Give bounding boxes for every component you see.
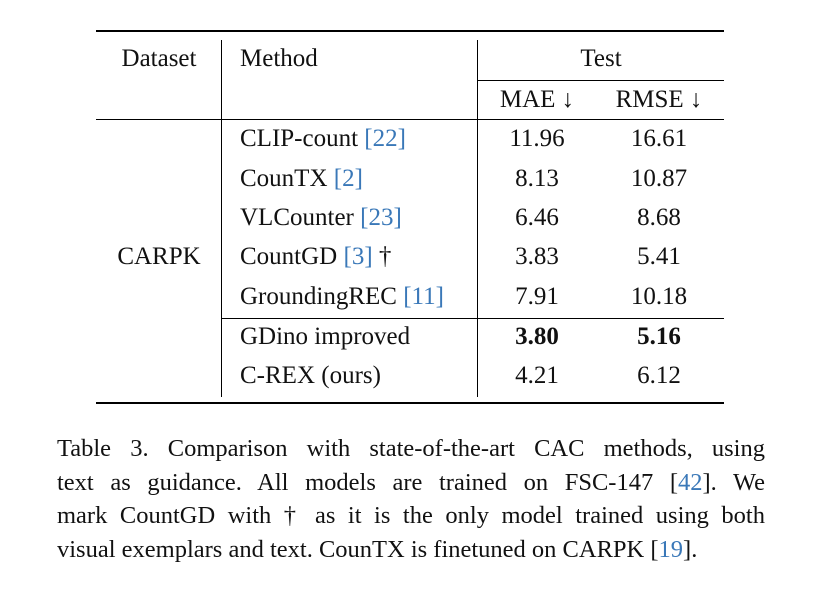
citation-ref[interactable]: [11] — [403, 283, 444, 310]
row-mae: 3.83 — [515, 243, 559, 270]
caption-line: Table 3. Comparison with state-of-the-art CAC methods, using — [57, 435, 765, 462]
row-rmse: 5.41 — [637, 243, 681, 270]
header-rmse: RMSE ↓ — [615, 86, 703, 113]
table-bottom-rule — [96, 402, 724, 404]
row-mae-best: 3.80 — [515, 323, 559, 350]
vertical-rule-method — [477, 40, 478, 397]
row-method: C-REX (ours) — [240, 362, 381, 389]
caption-line: text as guidance. All models are trained on FSC-147 [42]. We — [57, 468, 765, 496]
table-caption — [57, 432, 765, 566]
row-mae: 6.46 — [515, 204, 559, 231]
citation-ref[interactable]: [22] — [364, 125, 406, 152]
citation-ref[interactable]: [3] — [343, 243, 373, 270]
header-bottom-rule — [96, 119, 724, 120]
row-mae: 11.96 — [509, 125, 565, 152]
row-rmse: 8.68 — [637, 204, 681, 231]
row-mae: 4.21 — [515, 362, 559, 389]
citation-ref[interactable]: [23] — [360, 204, 402, 231]
header-test: Test — [580, 45, 622, 72]
caption-line: mark CountGD with † as it is the only model trained using both — [57, 502, 765, 529]
test-underline-rule — [478, 80, 724, 81]
row-method: GDino improved — [240, 323, 411, 350]
row-rmse: 6.12 — [637, 362, 681, 389]
header-method: Method — [240, 45, 318, 72]
citation-ref[interactable]: 42 — [678, 468, 703, 496]
header-dataset: Dataset — [121, 45, 197, 72]
citation-ref[interactable]: [2] — [333, 165, 363, 192]
row-rmse: 10.18 — [630, 283, 688, 310]
row-rmse: 10.87 — [630, 165, 688, 192]
table-top-rule — [96, 30, 724, 32]
vertical-rule-dataset — [221, 40, 222, 397]
row-method: GroundingREC [11] — [240, 283, 444, 310]
row-method: CounTX [2] — [240, 165, 363, 192]
header-mae: MAE ↓ — [499, 86, 575, 113]
row-method: CountGD [3] † — [240, 243, 392, 270]
group-divider-rule — [222, 318, 724, 319]
row-method: CLIP-count [22] — [240, 125, 406, 152]
caption-line: visual exemplars and text. CounTX is finetuned on CARPK [19]. — [57, 535, 698, 563]
citation-ref[interactable]: 19 — [658, 535, 684, 563]
row-rmse-best: 5.16 — [637, 323, 681, 350]
row-method: VLCounter [23] — [240, 204, 402, 231]
dataset-carpk: CARPK — [117, 243, 201, 270]
row-mae: 7.91 — [515, 283, 559, 310]
row-mae: 8.13 — [515, 165, 559, 192]
row-rmse: 16.61 — [630, 125, 688, 152]
